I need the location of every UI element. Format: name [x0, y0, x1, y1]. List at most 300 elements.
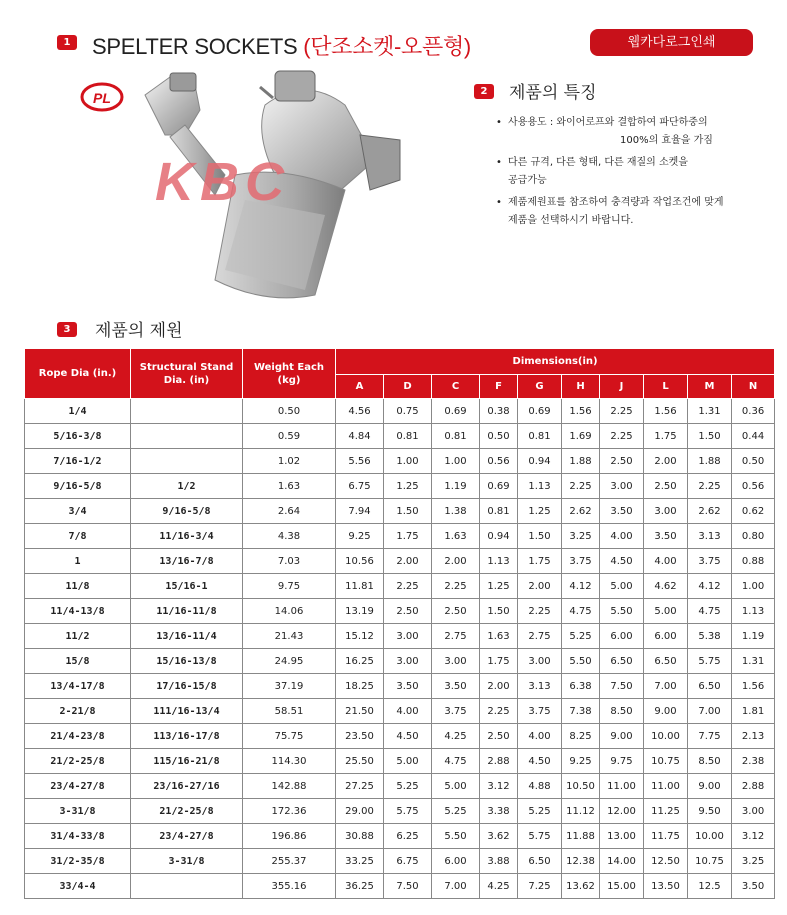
cell-dimension: 3.75	[518, 699, 562, 724]
pl-logo	[82, 84, 122, 110]
cell-dimension: 3.12	[732, 824, 775, 849]
cell-structural	[131, 874, 243, 899]
cell-dimension: 9.25	[562, 749, 600, 774]
cell-dimension: 4.12	[562, 574, 600, 599]
cell-dimension: 5.50	[562, 649, 600, 674]
cell-structural: 23/16-27/16	[131, 774, 243, 799]
bullet-icon: •	[496, 197, 502, 208]
cell-rope-dia: 21/2-25/8	[25, 749, 131, 774]
cell-dimension: 5.25	[562, 624, 600, 649]
cell-weight: 1.02	[243, 449, 336, 474]
cell-dimension: 1.56	[732, 674, 775, 699]
cell-dimension: 25.50	[336, 749, 384, 774]
feature-line2: 100%의 효율을 가짐	[620, 135, 713, 146]
cell-dimension: 10.75	[688, 849, 732, 874]
cell-rope-dia: 7/16-1/2	[25, 449, 131, 474]
svg-text:PL: PL	[93, 90, 111, 106]
cell-weight: 24.95	[243, 649, 336, 674]
cell-dimension: 2.50	[644, 474, 688, 499]
cell-dimension: 7.50	[384, 874, 432, 899]
cell-structural: 113/16-17/8	[131, 724, 243, 749]
cell-dimension: 0.69	[432, 399, 480, 424]
cell-dimension: 3.00	[384, 624, 432, 649]
cell-dimension: 0.81	[518, 424, 562, 449]
cell-dimension: 1.19	[732, 624, 775, 649]
cell-dimension: 1.38	[432, 499, 480, 524]
cell-rope-dia: 13/4-17/8	[25, 674, 131, 699]
cell-structural: 111/16-13/4	[131, 699, 243, 724]
feature-line1: 다른 규격, 다른 형태, 다른 재질의 소켓을	[508, 157, 688, 168]
cell-dimension: 0.36	[732, 399, 775, 424]
table-row	[25, 849, 775, 874]
cell-dimension: 1.31	[732, 649, 775, 674]
cell-rope-dia: 15/8	[25, 649, 131, 674]
header-dim-j: J	[600, 375, 644, 399]
cell-weight: 355.16	[243, 874, 336, 899]
cell-dimension: 11.25	[644, 799, 688, 824]
web-catalog-print-button[interactable]: 웹카다로그인쇄	[590, 29, 753, 56]
cell-dimension: 1.75	[518, 549, 562, 574]
cell-dimension: 2.38	[732, 749, 775, 774]
cell-dimension: 5.56	[336, 449, 384, 474]
cell-dimension: 2.25	[518, 599, 562, 624]
cell-weight: 196.86	[243, 824, 336, 849]
cell-dimension: 2.62	[562, 499, 600, 524]
cell-dimension: 2.13	[732, 724, 775, 749]
cell-dimension: 9.00	[644, 699, 688, 724]
cell-dimension: 1.50	[480, 599, 518, 624]
cell-rope-dia: 11/4-13/8	[25, 599, 131, 624]
header-dimensions: Dimensions(in)	[336, 349, 775, 375]
cell-dimension: 5.25	[518, 799, 562, 824]
table-row	[25, 724, 775, 749]
cell-dimension: 27.25	[336, 774, 384, 799]
table-row	[25, 824, 775, 849]
cell-dimension: 3.00	[644, 499, 688, 524]
cell-dimension: 0.81	[480, 499, 518, 524]
cell-dimension: 9.50	[688, 799, 732, 824]
cell-dimension: 9.75	[600, 749, 644, 774]
table-row	[25, 649, 775, 674]
cell-dimension: 10.56	[336, 549, 384, 574]
cell-dimension: 2.00	[432, 549, 480, 574]
cell-structural: 23/4-27/8	[131, 824, 243, 849]
cell-dimension: 1.88	[688, 449, 732, 474]
cell-weight: 2.64	[243, 499, 336, 524]
table-row	[25, 874, 775, 899]
cell-dimension: 0.50	[480, 424, 518, 449]
cell-dimension: 2.88	[480, 749, 518, 774]
cell-dimension: 11.00	[600, 774, 644, 799]
cell-dimension: 3.00	[600, 474, 644, 499]
cell-dimension: 10.75	[644, 749, 688, 774]
cell-rope-dia: 3-31/8	[25, 799, 131, 824]
cell-rope-dia: 2-21/8	[25, 699, 131, 724]
cell-structural: 13/16-7/8	[131, 549, 243, 574]
cell-dimension: 1.56	[644, 399, 688, 424]
cell-weight: 37.19	[243, 674, 336, 699]
cell-weight: 0.50	[243, 399, 336, 424]
cell-dimension: 1.25	[384, 474, 432, 499]
feature-item	[494, 154, 784, 190]
cell-dimension: 0.81	[432, 424, 480, 449]
cell-dimension: 1.13	[732, 599, 775, 624]
cell-dimension: 12.00	[600, 799, 644, 824]
cell-dimension: 23.50	[336, 724, 384, 749]
header-dim-g: G	[518, 375, 562, 399]
features-list	[494, 114, 784, 230]
cell-dimension: 5.00	[644, 599, 688, 624]
cell-dimension: 2.00	[480, 674, 518, 699]
cell-structural	[131, 399, 243, 424]
cell-dimension: 9.25	[336, 524, 384, 549]
cell-dimension: 1.00	[432, 449, 480, 474]
cell-dimension: 10.00	[688, 824, 732, 849]
cell-dimension: 3.25	[732, 849, 775, 874]
cell-dimension: 5.25	[432, 799, 480, 824]
cell-dimension: 0.94	[480, 524, 518, 549]
cell-rope-dia: 21/4-23/8	[25, 724, 131, 749]
header-dim-n: N	[732, 375, 775, 399]
cell-dimension: 5.50	[432, 824, 480, 849]
cell-dimension: 2.25	[384, 574, 432, 599]
cell-dimension: 3.13	[688, 524, 732, 549]
cell-dimension: 1.63	[432, 524, 480, 549]
cell-dimension: 2.25	[562, 474, 600, 499]
cell-dimension: 4.00	[600, 524, 644, 549]
cell-dimension: 3.62	[480, 824, 518, 849]
cell-dimension: 2.00	[644, 449, 688, 474]
cell-dimension: 1.81	[732, 699, 775, 724]
cell-dimension: 2.50	[480, 724, 518, 749]
cell-dimension: 16.25	[336, 649, 384, 674]
bullet-icon: •	[496, 117, 502, 128]
cell-structural: 11/16-11/8	[131, 599, 243, 624]
cell-dimension: 1.50	[518, 524, 562, 549]
cell-dimension: 1.69	[562, 424, 600, 449]
cell-dimension: 5.25	[384, 774, 432, 799]
cell-dimension: 29.00	[336, 799, 384, 824]
feature-line1: 제품제원표를 참조하여 충격량과 작업조건에 맞게	[508, 197, 724, 208]
cell-dimension: 6.50	[644, 649, 688, 674]
cell-dimension: 6.50	[688, 674, 732, 699]
cell-dimension: 4.50	[384, 724, 432, 749]
cell-dimension: 30.88	[336, 824, 384, 849]
cell-dimension: 13.62	[562, 874, 600, 899]
cell-structural: 17/16-15/8	[131, 674, 243, 699]
cell-dimension: 1.75	[480, 649, 518, 674]
cell-dimension: 2.50	[384, 599, 432, 624]
cell-dimension: 0.94	[518, 449, 562, 474]
cell-dimension: 4.50	[518, 749, 562, 774]
cell-dimension: 2.00	[518, 574, 562, 599]
cell-rope-dia: 31/4-33/8	[25, 824, 131, 849]
feature-line2: 제품을 선택하시기 바랍니다.	[508, 215, 634, 226]
cell-dimension: 3.50	[432, 674, 480, 699]
cell-rope-dia: 23/4-27/8	[25, 774, 131, 799]
cell-structural: 115/16-21/8	[131, 749, 243, 774]
cell-dimension: 1.50	[384, 499, 432, 524]
cell-dimension: 2.25	[600, 424, 644, 449]
cell-weight: 21.43	[243, 624, 336, 649]
cell-dimension: 2.25	[432, 574, 480, 599]
cell-dimension: 1.75	[384, 524, 432, 549]
section-badge-1: 1	[57, 35, 77, 50]
cell-dimension: 2.75	[518, 624, 562, 649]
cell-weight: 255.37	[243, 849, 336, 874]
cell-dimension: 5.75	[384, 799, 432, 824]
feature-item	[494, 114, 784, 150]
cell-dimension: 11.12	[562, 799, 600, 824]
cell-dimension: 8.50	[688, 749, 732, 774]
table-row	[25, 749, 775, 774]
cell-structural: 15/16-13/8	[131, 649, 243, 674]
cell-structural: 3-31/8	[131, 849, 243, 874]
cell-weight: 0.59	[243, 424, 336, 449]
cell-dimension: 0.56	[480, 449, 518, 474]
cell-dimension: 0.75	[384, 399, 432, 424]
cell-dimension: 6.75	[384, 849, 432, 874]
cell-dimension: 5.00	[600, 574, 644, 599]
cell-dimension: 4.62	[644, 574, 688, 599]
cell-dimension: 8.50	[600, 699, 644, 724]
cell-dimension: 11.88	[562, 824, 600, 849]
cell-structural: 1/2	[131, 474, 243, 499]
table-row	[25, 474, 775, 499]
cell-dimension: 3.38	[480, 799, 518, 824]
cell-dimension: 1.56	[562, 399, 600, 424]
cell-weight: 9.75	[243, 574, 336, 599]
title-english: SPELTER SOCKETS	[92, 34, 304, 59]
cell-structural: 11/16-3/4	[131, 524, 243, 549]
header-dim-l: L	[644, 375, 688, 399]
product-photo	[75, 65, 455, 310]
cell-dimension: 3.00	[732, 799, 775, 824]
cell-dimension: 4.12	[688, 574, 732, 599]
cell-dimension: 2.88	[732, 774, 775, 799]
cell-dimension: 7.75	[688, 724, 732, 749]
table-row	[25, 799, 775, 824]
cell-dimension: 1.63	[480, 624, 518, 649]
cell-dimension: 15.12	[336, 624, 384, 649]
cell-dimension: 1.50	[688, 424, 732, 449]
cell-dimension: 7.38	[562, 699, 600, 724]
cell-dimension: 2.25	[600, 399, 644, 424]
specs-title: 제품의 제원	[95, 321, 183, 341]
cell-weight: 114.30	[243, 749, 336, 774]
cell-dimension: 6.38	[562, 674, 600, 699]
cell-dimension: 3.50	[644, 524, 688, 549]
table-row	[25, 599, 775, 624]
table-row	[25, 574, 775, 599]
cell-structural: 21/2-25/8	[131, 799, 243, 824]
cell-weight: 58.51	[243, 699, 336, 724]
cell-dimension: 4.88	[518, 774, 562, 799]
title-korean: (단조소켓-오픈형)	[303, 34, 471, 59]
cell-dimension: 5.00	[432, 774, 480, 799]
cell-dimension: 6.75	[336, 474, 384, 499]
cell-dimension: 18.25	[336, 674, 384, 699]
cell-dimension: 7.94	[336, 499, 384, 524]
cell-dimension: 2.50	[432, 599, 480, 624]
cell-dimension: 14.00	[600, 849, 644, 874]
cell-dimension: 3.00	[432, 649, 480, 674]
cell-dimension: 9.00	[600, 724, 644, 749]
cell-dimension: 4.75	[688, 599, 732, 624]
cell-dimension: 5.75	[518, 824, 562, 849]
cell-dimension: 0.56	[732, 474, 775, 499]
cell-weight: 4.38	[243, 524, 336, 549]
cell-dimension: 4.00	[518, 724, 562, 749]
cell-dimension: 3.50	[600, 499, 644, 524]
cell-dimension: 36.25	[336, 874, 384, 899]
header-rope-dia: Rope Dia (in.)	[25, 349, 131, 399]
cell-dimension: 1.88	[562, 449, 600, 474]
cell-dimension: 6.50	[600, 649, 644, 674]
cell-rope-dia: 33/4-4	[25, 874, 131, 899]
cell-rope-dia: 1	[25, 549, 131, 574]
cell-dimension: 4.75	[432, 749, 480, 774]
kbc-watermark: KBC	[155, 152, 290, 212]
table-row	[25, 674, 775, 699]
specs-table	[24, 348, 775, 899]
bullet-icon: •	[496, 157, 502, 168]
cell-dimension: 4.00	[644, 549, 688, 574]
cell-dimension: 7.00	[432, 874, 480, 899]
cell-dimension: 12.50	[644, 849, 688, 874]
cell-dimension: 0.69	[518, 399, 562, 424]
cell-dimension: 3.25	[562, 524, 600, 549]
table-row	[25, 699, 775, 724]
header-weight: Weight Each (kg)	[243, 349, 336, 399]
cell-dimension: 11.75	[644, 824, 688, 849]
cell-dimension: 5.75	[688, 649, 732, 674]
table-row	[25, 424, 775, 449]
cell-weight: 142.88	[243, 774, 336, 799]
cell-dimension: 2.75	[432, 624, 480, 649]
cell-dimension: 3.88	[480, 849, 518, 874]
cell-structural: 13/16-11/4	[131, 624, 243, 649]
table-row	[25, 774, 775, 799]
cell-dimension: 3.50	[732, 874, 775, 899]
cell-dimension: 12.38	[562, 849, 600, 874]
cell-dimension: 11.81	[336, 574, 384, 599]
cell-weight: 75.75	[243, 724, 336, 749]
cell-dimension: 3.13	[518, 674, 562, 699]
cell-dimension: 6.00	[432, 849, 480, 874]
cell-dimension: 13.00	[600, 824, 644, 849]
header-dim-h: H	[562, 375, 600, 399]
cell-dimension: 0.80	[732, 524, 775, 549]
cell-dimension: 3.00	[384, 649, 432, 674]
feature-line1: 사용용도 : 와이어로프와 결합하여 파단하중의	[508, 117, 708, 128]
cell-dimension: 9.00	[688, 774, 732, 799]
cell-dimension: 33.25	[336, 849, 384, 874]
feature-item	[494, 194, 784, 230]
cell-dimension: 13.19	[336, 599, 384, 624]
cell-dimension: 7.00	[688, 699, 732, 724]
cell-dimension: 0.69	[480, 474, 518, 499]
cell-rope-dia: 11/2	[25, 624, 131, 649]
cell-dimension: 21.50	[336, 699, 384, 724]
cell-dimension: 12.5	[688, 874, 732, 899]
cell-dimension: 4.84	[336, 424, 384, 449]
cell-dimension: 1.31	[688, 399, 732, 424]
header-dim-f: F	[480, 375, 518, 399]
table-row	[25, 499, 775, 524]
cell-dimension: 8.25	[562, 724, 600, 749]
cell-structural: 15/16-1	[131, 574, 243, 599]
cell-dimension: 0.81	[384, 424, 432, 449]
cell-dimension: 0.50	[732, 449, 775, 474]
cell-dimension: 4.75	[562, 599, 600, 624]
cell-dimension: 10.00	[644, 724, 688, 749]
cell-dimension: 2.50	[600, 449, 644, 474]
cell-dimension: 6.50	[518, 849, 562, 874]
cell-dimension: 7.25	[518, 874, 562, 899]
cell-dimension: 0.44	[732, 424, 775, 449]
cell-dimension: 2.62	[688, 499, 732, 524]
cell-dimension: 4.56	[336, 399, 384, 424]
cell-dimension: 7.00	[644, 674, 688, 699]
cell-dimension: 1.19	[432, 474, 480, 499]
section-badge-3: 3	[57, 322, 77, 337]
table-row	[25, 399, 775, 424]
cell-weight: 172.36	[243, 799, 336, 824]
cell-dimension: 0.38	[480, 399, 518, 424]
page-title	[92, 30, 471, 61]
cell-dimension: 5.38	[688, 624, 732, 649]
cell-dimension: 5.00	[384, 749, 432, 774]
header-dim-d: D	[384, 375, 432, 399]
cell-dimension: 4.25	[432, 724, 480, 749]
cell-dimension: 1.00	[732, 574, 775, 599]
cell-dimension: 10.50	[562, 774, 600, 799]
cell-dimension: 7.50	[600, 674, 644, 699]
table-row	[25, 549, 775, 574]
cell-dimension: 15.00	[600, 874, 644, 899]
cell-weight: 1.63	[243, 474, 336, 499]
table-row	[25, 449, 775, 474]
cell-dimension: 3.75	[688, 549, 732, 574]
cell-structural	[131, 424, 243, 449]
cell-rope-dia: 7/8	[25, 524, 131, 549]
cell-structural: 9/16-5/8	[131, 499, 243, 524]
cell-dimension: 0.88	[732, 549, 775, 574]
cell-dimension: 1.25	[518, 499, 562, 524]
cell-dimension: 3.50	[384, 674, 432, 699]
cell-rope-dia: 3/4	[25, 499, 131, 524]
cell-dimension: 3.75	[432, 699, 480, 724]
cell-dimension: 1.25	[480, 574, 518, 599]
cell-weight: 14.06	[243, 599, 336, 624]
cell-dimension: 3.00	[518, 649, 562, 674]
cell-dimension: 1.75	[644, 424, 688, 449]
section-badge-2: 2	[474, 84, 494, 99]
cell-dimension: 1.13	[480, 549, 518, 574]
cell-rope-dia: 1/4	[25, 399, 131, 424]
cell-dimension: 6.00	[600, 624, 644, 649]
cell-structural	[131, 449, 243, 474]
header-dim-m: M	[688, 375, 732, 399]
cell-dimension: 2.25	[480, 699, 518, 724]
header-dim-a: A	[336, 375, 384, 399]
cell-dimension: 4.00	[384, 699, 432, 724]
cell-dimension: 4.25	[480, 874, 518, 899]
feature-line2: 공급가능	[508, 175, 547, 186]
cell-rope-dia: 9/16-5/8	[25, 474, 131, 499]
cell-dimension: 11.00	[644, 774, 688, 799]
